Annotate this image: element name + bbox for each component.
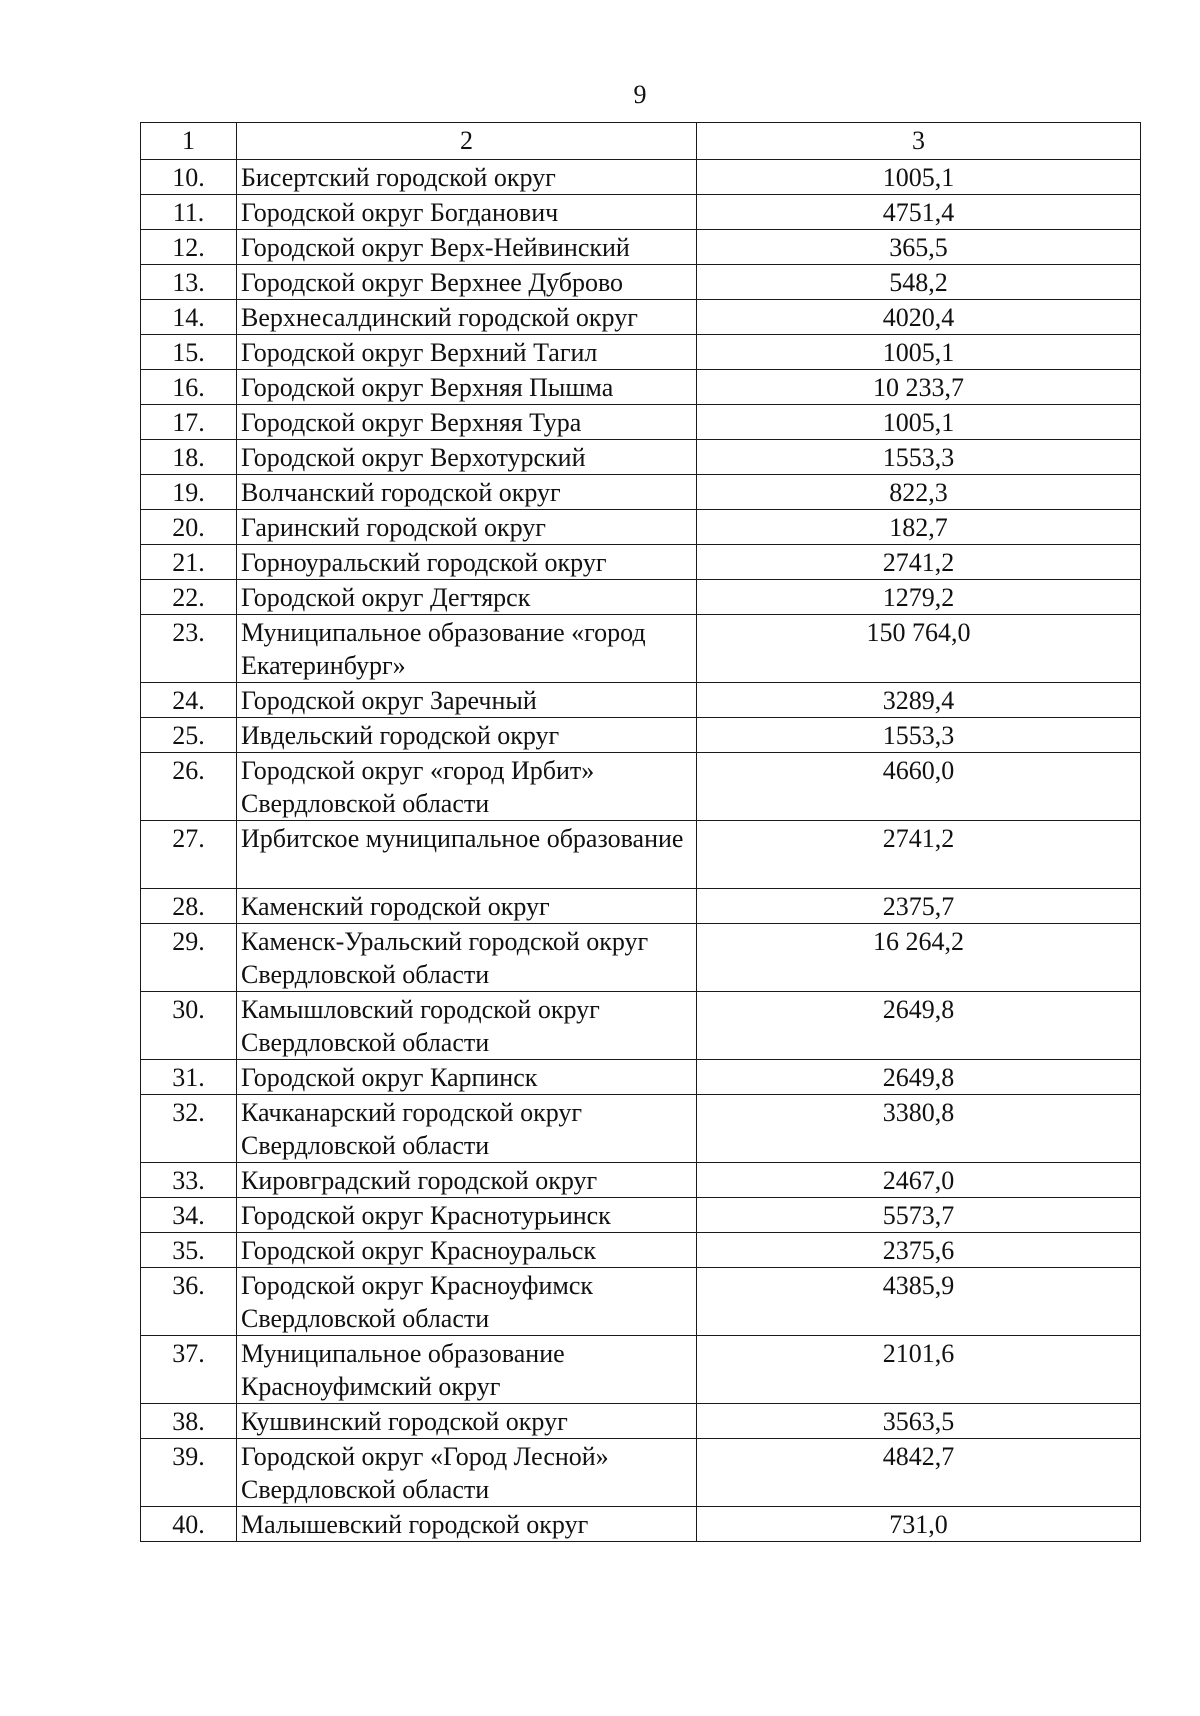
- table-row: [141, 370, 1141, 405]
- amount-value: 822,3: [697, 475, 1141, 510]
- row-number: 27.: [141, 821, 237, 889]
- municipality-name: Городской округ Верх-Нейвинский: [237, 230, 697, 265]
- amount-value: 731,0: [697, 1507, 1141, 1542]
- row-number: 22.: [141, 580, 237, 615]
- page-number: 9: [633, 80, 647, 109]
- row-number: 33.: [141, 1163, 237, 1198]
- row-number: 20.: [141, 510, 237, 545]
- municipality-name: Кушвинский городской округ: [237, 1404, 697, 1439]
- municipality-name: Каменский городской округ: [237, 889, 697, 924]
- amount-value: 3380,8: [697, 1095, 1141, 1163]
- amount-value: 10 233,7: [697, 370, 1141, 405]
- table-row: [141, 1233, 1141, 1268]
- amount-value: 16 264,2: [697, 924, 1141, 992]
- amount-value: 2101,6: [697, 1336, 1141, 1404]
- row-number: 25.: [141, 718, 237, 753]
- amount-value: 2741,2: [697, 545, 1141, 580]
- row-number: 13.: [141, 265, 237, 300]
- amount-value: 4842,7: [697, 1439, 1141, 1507]
- row-number: 36.: [141, 1268, 237, 1336]
- table-row: [141, 195, 1141, 230]
- municipality-name: Городской округ Верхняя Тура: [237, 405, 697, 440]
- amount-value: 4660,0: [697, 753, 1141, 821]
- table-row: [141, 405, 1141, 440]
- amount-value: 1005,1: [697, 160, 1141, 195]
- amount-value: 1005,1: [697, 335, 1141, 370]
- amount-value: 3563,5: [697, 1404, 1141, 1439]
- row-number: 19.: [141, 475, 237, 510]
- table-row: [141, 440, 1141, 475]
- table-row: [141, 510, 1141, 545]
- header-cell-name: 2: [237, 123, 697, 160]
- table-body: [141, 123, 1141, 1542]
- municipality-name: Волчанский городской округ: [237, 475, 697, 510]
- amount-value: 5573,7: [697, 1198, 1141, 1233]
- amount-value: 1553,3: [697, 718, 1141, 753]
- table-row: [141, 475, 1141, 510]
- row-number: 24.: [141, 683, 237, 718]
- table-row: [141, 300, 1141, 335]
- header-cell-number: 1: [141, 123, 237, 160]
- amount-value: 150 764,0: [697, 615, 1141, 683]
- amount-value: 548,2: [697, 265, 1141, 300]
- row-number: 40.: [141, 1507, 237, 1542]
- row-number: 10.: [141, 160, 237, 195]
- municipality-name: Муниципальное образование «город Екатеринбург»: [237, 615, 697, 683]
- row-number: 31.: [141, 1060, 237, 1095]
- table-row: [141, 580, 1141, 615]
- municipality-name: Городской округ Богданович: [237, 195, 697, 230]
- table-row: [141, 230, 1141, 265]
- municipality-name: Городской округ Верхний Тагил: [237, 335, 697, 370]
- table-header-row: [141, 123, 1141, 160]
- table-row: [141, 889, 1141, 924]
- municipality-name: Муниципальное образование Красноуфимский округ: [237, 1336, 697, 1404]
- table-row: [141, 1439, 1141, 1507]
- table-row: [141, 1507, 1141, 1542]
- row-number: 17.: [141, 405, 237, 440]
- row-number: 21.: [141, 545, 237, 580]
- table-row: [141, 1095, 1141, 1163]
- amount-value: 3289,4: [697, 683, 1141, 718]
- row-number: 23.: [141, 615, 237, 683]
- table-row: [141, 1163, 1141, 1198]
- row-number: 18.: [141, 440, 237, 475]
- amount-value: 4385,9: [697, 1268, 1141, 1336]
- amount-value: 1005,1: [697, 405, 1141, 440]
- row-number: 28.: [141, 889, 237, 924]
- municipality-name: Городской округ Заречный: [237, 683, 697, 718]
- table-row: [141, 1198, 1141, 1233]
- amount-value: 4020,4: [697, 300, 1141, 335]
- table-row: [141, 1268, 1141, 1336]
- row-number: 12.: [141, 230, 237, 265]
- municipality-name: Верхнесалдинский городской округ: [237, 300, 697, 335]
- municipality-name: Городской округ Красноуральск: [237, 1233, 697, 1268]
- table-row: [141, 265, 1141, 300]
- municipality-name: Бисертский городской округ: [237, 160, 697, 195]
- amount-value: 2467,0: [697, 1163, 1141, 1198]
- amount-value: 2649,8: [697, 1060, 1141, 1095]
- row-number: 34.: [141, 1198, 237, 1233]
- municipality-name: Гаринский городской округ: [237, 510, 697, 545]
- municipality-name: Городской округ Дегтярск: [237, 580, 697, 615]
- municipality-name: Городской округ Верхотурский: [237, 440, 697, 475]
- table-row: [141, 335, 1141, 370]
- row-number: 39.: [141, 1439, 237, 1507]
- row-number: 30.: [141, 992, 237, 1060]
- amount-value: 2741,2: [697, 821, 1141, 889]
- table-row: [141, 924, 1141, 992]
- row-number: 11.: [141, 195, 237, 230]
- municipality-name: Камышловский городской округ Свердловской области: [237, 992, 697, 1060]
- row-number: 29.: [141, 924, 237, 992]
- municipality-name: Городской округ «Город Лесной» Свердловской области: [237, 1439, 697, 1507]
- municipality-name: Качканарский городской округ Свердловской области: [237, 1095, 697, 1163]
- table-row: [141, 545, 1141, 580]
- municipality-name: Горноуральский городской округ: [237, 545, 697, 580]
- table-row: [141, 683, 1141, 718]
- table-row: [141, 1060, 1141, 1095]
- municipality-name: Городской округ Верхнее Дуброво: [237, 265, 697, 300]
- municipality-name: Городской округ Верхняя Пышма: [237, 370, 697, 405]
- amount-value: 4751,4: [697, 195, 1141, 230]
- table-row: [141, 992, 1141, 1060]
- row-number: 35.: [141, 1233, 237, 1268]
- municipality-name: Городской округ «город Ирбит» Свердловской области: [237, 753, 697, 821]
- amount-value: 1279,2: [697, 580, 1141, 615]
- row-number: 14.: [141, 300, 237, 335]
- table-row: [141, 160, 1141, 195]
- row-number: 38.: [141, 1404, 237, 1439]
- municipality-name: Малышевский городской округ: [237, 1507, 697, 1542]
- amount-value: 1553,3: [697, 440, 1141, 475]
- table-row: [141, 1404, 1141, 1439]
- row-number: 15.: [141, 335, 237, 370]
- table-row: [141, 615, 1141, 683]
- row-number: 32.: [141, 1095, 237, 1163]
- amount-value: 2375,6: [697, 1233, 1141, 1268]
- municipality-name: Городской округ Краснотурьинск: [237, 1198, 697, 1233]
- amount-value: 365,5: [697, 230, 1141, 265]
- table-row: [141, 821, 1141, 889]
- amount-value: 182,7: [697, 510, 1141, 545]
- amount-value: 2375,7: [697, 889, 1141, 924]
- municipality-name: Городской округ Красноуфимск Свердловской области: [237, 1268, 697, 1336]
- row-number: 26.: [141, 753, 237, 821]
- municipality-name: Городской округ Карпинск: [237, 1060, 697, 1095]
- row-number: 16.: [141, 370, 237, 405]
- amount-value: 2649,8: [697, 992, 1141, 1060]
- municipality-name: Кировградский городской округ: [237, 1163, 697, 1198]
- table-row: [141, 753, 1141, 821]
- table-row: [141, 718, 1141, 753]
- municipality-name: Ивдельский городской округ: [237, 718, 697, 753]
- municipality-name: Каменск-Уральский городской округ Свердловской области: [237, 924, 697, 992]
- row-number: 37.: [141, 1336, 237, 1404]
- header-cell-value: 3: [697, 123, 1141, 160]
- municipality-name: Ирбитское муниципальное образование: [237, 821, 697, 889]
- data-table: [140, 122, 1141, 1542]
- table-row: [141, 1336, 1141, 1404]
